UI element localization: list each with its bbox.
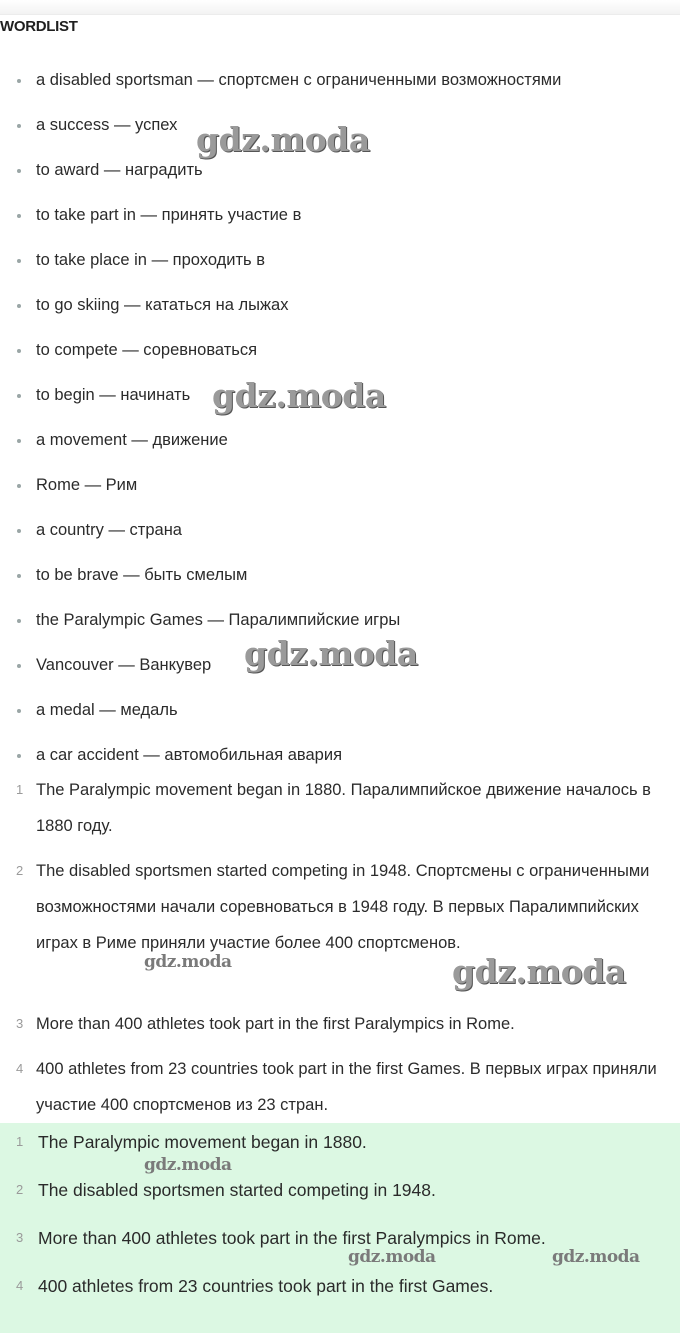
answers-list (0, 772, 680, 1123)
final-answers-list (0, 1123, 680, 1315)
list-item: a car accident — автомобильная авария (0, 733, 680, 778)
bullet-icon (17, 124, 21, 128)
bullet-icon (17, 214, 21, 218)
list-item: the Paralympic Games — Паралимпийские игры (0, 598, 680, 643)
watermark: gdz.moda (552, 1247, 640, 1267)
list-item: a country — страна (0, 508, 680, 553)
bullet-icon (17, 169, 21, 173)
watermark: gdz.moda (144, 952, 232, 972)
bullet-icon (17, 619, 21, 623)
list-item: to go skiing — кататься на лыжах (0, 283, 680, 328)
watermark: gdz.moda (244, 634, 418, 673)
list-item: to be brave — быть смелым (0, 553, 680, 598)
watermark: gdz.moda (144, 1155, 232, 1175)
final-answer-item: 1 The Paralympic movement began in 1880. (16, 1132, 367, 1152)
watermark: gdz.moda (348, 1247, 436, 1267)
final-answer-item: 3 More than 400 athletes took part in the first Paralympics in Rome. (16, 1228, 546, 1248)
answer-item: 3 More than 400 athletes took part in the first Paralympics in Rome. (16, 1015, 515, 1033)
list-item: Vancouver — Ванкувер (0, 643, 680, 688)
bullet-icon (17, 304, 21, 308)
list-item: to award — наградить (0, 148, 680, 193)
list-item: a medal — медаль (0, 688, 680, 733)
bullet-icon (17, 574, 21, 578)
answer-item: 4 400 athletes from 23 countries took part in the first Games. В первых играх приняли участие 400 спортсменов из 23 стран. (16, 1060, 657, 1114)
final-answer-item: 4 400 athletes from 23 countries took part in the first Games. (16, 1276, 494, 1296)
highlighted-answers-block (0, 1123, 680, 1333)
top-bar (0, 0, 680, 15)
watermark: gdz.moda (452, 952, 626, 991)
bullet-icon (17, 709, 21, 713)
answer-item: 1 The Paralympic movement began in 1880. Паралимпийское движение началось в 1880 году. (16, 781, 651, 835)
wordlist-heading: WORDLIST (0, 18, 78, 35)
list-item: a disabled sportsman — спортсмен с ограниченными возможностями (0, 58, 680, 103)
list-item: to compete — соревноваться (0, 328, 680, 373)
final-answer-item: 2 The disabled sportsmen started competing in 1948. (16, 1180, 436, 1200)
bullet-icon (17, 394, 21, 398)
watermark: gdz.moda (196, 120, 370, 159)
list-item: to take place in — проходить в (0, 238, 680, 283)
answer-item: 2 The disabled sportsmen started competing in 1948. Спортсмены с ограниченными возможностями начали соревноваться в 1948 году. В первых Паралимпийских играх в Риме приняли участие более 400 спортсменов. (16, 862, 650, 952)
bullet-icon (17, 529, 21, 533)
bullet-icon (17, 349, 21, 353)
bullet-icon (17, 439, 21, 443)
list-item: to begin — начинать (0, 373, 680, 418)
bullet-icon (17, 664, 21, 668)
list-item: Rome — Рим (0, 463, 680, 508)
bullet-icon (17, 79, 21, 83)
bullet-icon (17, 259, 21, 263)
bullet-icon (17, 484, 21, 488)
list-item: to take part in — принять участие в (0, 193, 680, 238)
bullet-icon (17, 754, 21, 758)
list-item: a movement — движение (0, 418, 680, 463)
watermark: gdz.moda (212, 376, 386, 415)
list-item: a success — успех (0, 103, 680, 148)
